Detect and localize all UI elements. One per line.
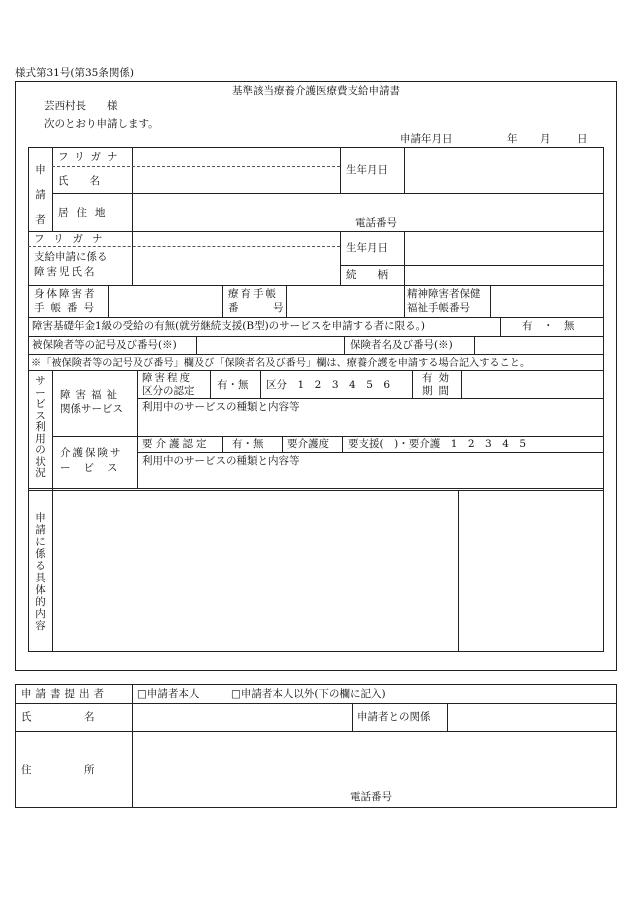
applicant-phone-label: 電話番号 <box>355 217 397 229</box>
insured-number-label: 被保険者等の記号及び番号(※) <box>32 339 177 351</box>
applicant-name-label: 氏 名 <box>58 175 100 187</box>
physical-notebook-label-2: 手帳番号 <box>34 302 100 314</box>
mental-notebook-label-2: 福祉手帳番号 <box>407 302 470 314</box>
submitter-label: 申請書提出者 <box>21 688 108 700</box>
child-name-label-1: 支給申請に係る <box>34 251 108 263</box>
form-number: 様式第31号(第35条関係) <box>15 67 134 79</box>
care-cert-label: 要介護認定 <box>142 438 210 450</box>
physical-notebook-label-1: 身体障害者 <box>34 288 97 300</box>
insurer-label: 保険者名及び番号(※) <box>350 339 453 351</box>
care-level-options: 要支援( )・要介護 1 2 3 4 5 <box>348 438 527 450</box>
applicant-furigana-label: フリガナ <box>58 151 124 163</box>
care-insurance-label-1: 介護保険サ <box>60 447 123 459</box>
addressee: 芸西村長 様 <box>44 100 118 112</box>
submitter-option-other[interactable]: □申請者本人以外(下の欄に記入) <box>231 688 386 700</box>
disability-usage-content-label: 利用中のサービスの種類と内容等 <box>142 401 300 413</box>
applicant-birthdate-label: 生年月日 <box>346 164 388 176</box>
service-usage-section-label: サービス利用の状況 <box>35 375 46 479</box>
submitter-address-label: 住 所 <box>21 764 95 776</box>
level-cert-label-1: 障害程度 <box>142 372 192 384</box>
pension-choice: 有 ・ 無 <box>522 320 575 332</box>
valid-period-label-2: 期間 <box>422 385 455 397</box>
care-usage-content-label: 利用中のサービスの種類と内容等 <box>142 455 300 467</box>
applicant-address-label: 居住地 <box>58 207 114 219</box>
submitter-name-label: 氏 名 <box>21 711 95 723</box>
valid-period-label-1: 有効 <box>422 372 455 384</box>
date-month: 月 <box>540 133 551 145</box>
disability-service-label-2: 関係サービス <box>60 403 123 415</box>
child-birthdate-label: 生年月日 <box>346 242 388 254</box>
care-cert-choice: 有・無 <box>232 438 264 450</box>
pension-label: 障害基礎年金1級の受給の有無(就労継続支援(B型)のサービスを申請する者に限る。) <box>32 320 426 332</box>
applicant-section-label: 申請者 <box>35 164 46 226</box>
care-level-label: 要介護度 <box>287 438 329 450</box>
disability-service-label-1: 障害福祉 <box>60 389 122 401</box>
submitter-option-self[interactable]: □申請者本人 <box>137 688 200 700</box>
intro-text: 次のとおり申請します。 <box>44 118 159 130</box>
level-cert-choice: 有・無 <box>217 379 249 391</box>
level-cert-label-2: 区分の認定 <box>142 385 195 397</box>
application-date-label: 申請年月日 <box>400 133 453 145</box>
ryoiku-notebook-label-2: 番 号 <box>228 302 296 314</box>
date-year: 年 <box>507 133 518 145</box>
mental-notebook-label-1: 精神障害者保健 <box>407 288 481 300</box>
date-day: 日 <box>577 133 588 145</box>
instruction-note: ※「被保険者等の記号及び番号」欄及び「保険者名及び番号」欄は、療養介護を申請する場合記入すること。 <box>31 358 531 369</box>
ryoiku-notebook-label-1: 療育手帳 <box>228 288 278 300</box>
submitter-relation-label: 申請者との関係 <box>357 711 431 723</box>
child-name-label-2: 障害児氏名 <box>34 266 97 278</box>
level-class-options: 区分 1 2 3 4 5 6 <box>266 379 391 391</box>
specific-content-label: 申請に係る具体的内容 <box>35 512 46 632</box>
submitter-phone-label: 電話番号 <box>350 791 392 803</box>
child-relation-label: 続 柄 <box>346 269 388 281</box>
care-insurance-label-2: ービス <box>60 462 131 474</box>
child-furigana-label: フリガナ <box>34 233 112 245</box>
form-title: 基準該当療養介護医療費支給申請書 <box>232 85 400 97</box>
